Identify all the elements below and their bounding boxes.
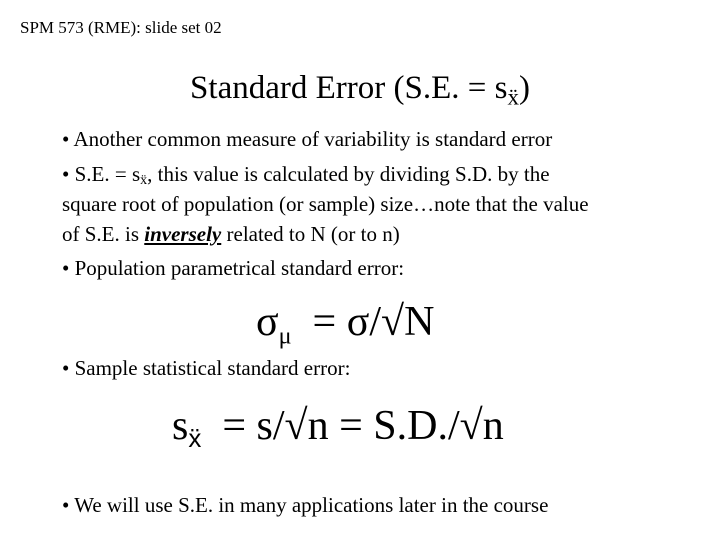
- formula-s: s: [172, 403, 189, 449]
- bullet-population-se: • Population parametrical standard error:: [62, 256, 405, 280]
- bullet-se-line-3-post: related to N (or to n): [221, 222, 400, 246]
- formula-xbar-subscript: ẍ: [188, 422, 202, 453]
- formula-sample-se: [172, 402, 504, 462]
- formula-sigma: σ: [256, 299, 279, 345]
- emphasis-inversely: inversely: [144, 222, 222, 246]
- title-main: Standard Error (S.E. = s: [190, 70, 508, 106]
- bullet-se-line-3-pre: of S.E. is: [62, 222, 145, 246]
- formula-mu-subscript: μ: [278, 323, 292, 350]
- slide-title: [0, 70, 720, 110]
- bullet-applications: • We will use S.E. in many applications later in the course: [62, 493, 549, 517]
- bullet-se-definition: [62, 162, 550, 193]
- formula-population-se: [256, 298, 434, 360]
- bullet-sample-se: • Sample statistical standard error:: [62, 356, 351, 380]
- slide-header: SPM 573 (RME): slide set 02: [20, 18, 222, 37]
- bullet-se-post: , this value is calculated by dividing S.D. by the: [147, 162, 550, 186]
- bullet-se-subscript: ẍ: [140, 173, 148, 189]
- bullet-se-pre: • S.E. = s: [62, 162, 141, 186]
- formula-sample-rhs: = s/√n = S.D./√n: [201, 403, 504, 449]
- title-end: ): [518, 70, 530, 106]
- title-subscript: ẍ: [507, 84, 519, 110]
- bullet-se-line-2: square root of population (or sample) size…note that the value: [62, 192, 589, 216]
- bullet-se-line-3: [62, 222, 400, 246]
- bullet-variability: • Another common measure of variability is standard error: [62, 127, 553, 151]
- formula-population-rhs: = σ/√N: [291, 299, 435, 345]
